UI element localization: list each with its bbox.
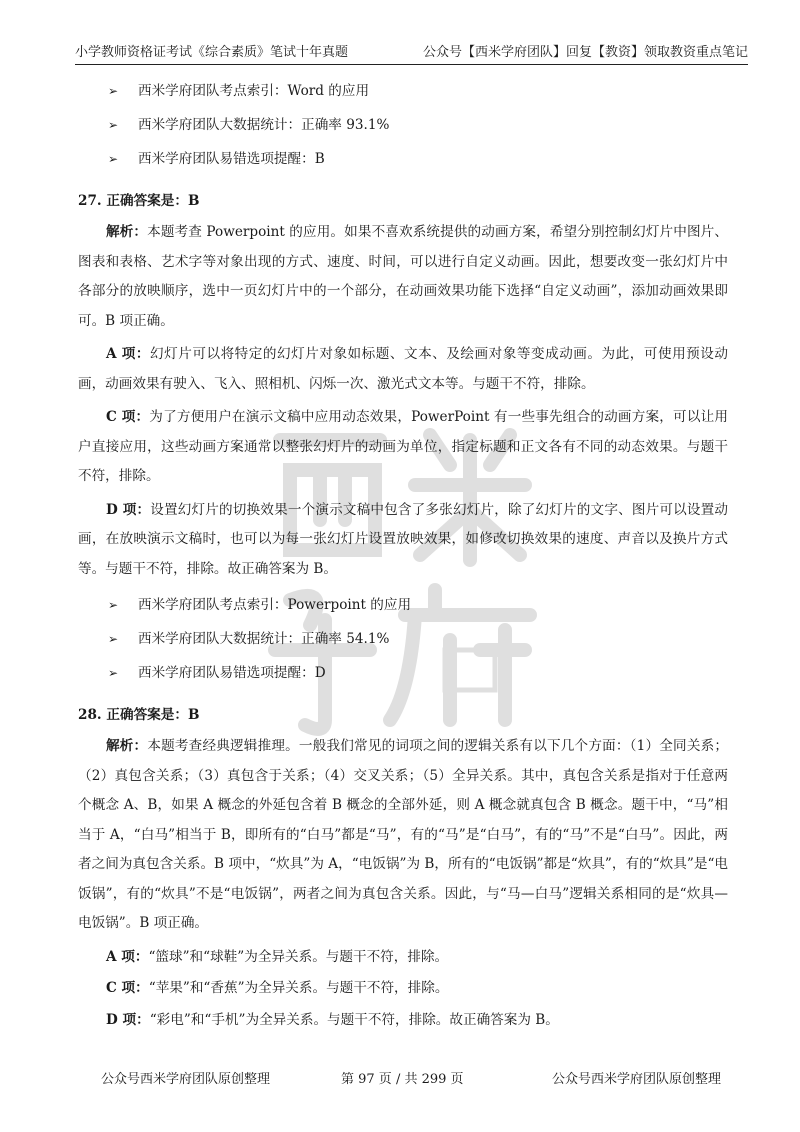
arrow-bullet-icon: ➢ bbox=[108, 666, 119, 680]
option-text: 设置幻灯片的切换效果一个演示文稿中包含了多张幻灯片，除了幻灯片的文字、图片可以设置动画，在放映演示文稿时，也可以为每一张幻灯片设置放映效果，如修改切换效果的速度、声音以及换片方式等。与题干不符，排除。故正确答案为 B。 bbox=[78, 501, 728, 577]
question-28-analysis bbox=[78, 732, 728, 939]
list-item bbox=[78, 74, 728, 108]
page-number: 第 97 页 / 共 299 页 bbox=[341, 1072, 464, 1087]
analysis-text: 本题考查经典逻辑推理。一般我们常见的词项之间的逻辑关系有以下几个方面：（1）全同关系；（2）真包含关系；（3）真包含于关系；（4）交叉关系；（5）全异关系。其中，真包含关系是指对于任意两个概念 A、B，如果 A 概念的外延包含着 B 概念的全部外延，则 A 概念就真包含 B 概念。题干中，“马”相当于 A，“白马”相当于 B，即所有的“白马”都是“马”，有的“马”是“白马”，有的“马”不是“白马”。因此，两者之间为真包含关系。B 项中，“炊具”为 A，“电饭锅”为 B，所有的“电饭锅”都是“炊具”，有的“炊具”是“电饭锅”，有的“炊具”不是“电饭锅”，两者之间为真包含关系。因此，与“马—白马”逻辑关系相同的是“炊具—电饭锅”。B 项正确。 bbox=[78, 738, 728, 931]
analysis-label: 解析： bbox=[106, 738, 148, 754]
header-right: 公众号【西米学府团队】回复【教资】领取教资重点笔记 bbox=[422, 45, 748, 60]
list-item bbox=[78, 622, 728, 656]
list-item bbox=[78, 656, 728, 690]
arrow-bullet-icon: ➢ bbox=[108, 598, 119, 612]
option-text: 为了方便用户在演示文稿中应用动态效果，PowerPoint 有一些事先组合的动画方案，可以让用户直接应用，这些动画方案通常以整张幻灯片的动画为单位，指定标题和正文各有不同的动态效果。与题干不符，排除。 bbox=[78, 409, 728, 484]
q27-bullet-list bbox=[78, 588, 728, 690]
bullet-text: 西米学府团队大数据统计：正确率 54.1% bbox=[138, 631, 390, 647]
arrow-bullet-icon: ➢ bbox=[108, 632, 119, 646]
option-text: “篮球”和“球鞋”为全异关系。与题干不符，排除。 bbox=[148, 948, 449, 965]
question-27-analysis bbox=[78, 218, 728, 336]
option-d-explanation bbox=[78, 496, 728, 585]
footer-right: 公众号西米学府团队原创整理 bbox=[552, 1072, 722, 1087]
option-d-explanation bbox=[78, 1006, 728, 1036]
page-header bbox=[75, 38, 748, 65]
option-text: 幻灯片可以将特定的幻灯片对象如标题、文本、及绘画对象等变成动画。为此，可使用预设动画，动画效果有驶入、飞入、照相机、闪烁一次、激光式文本等。与题干不符，排除。 bbox=[78, 346, 728, 392]
list-item bbox=[78, 108, 728, 142]
bullet-text: 西米学府团队考点索引：Word 的应用 bbox=[138, 83, 370, 99]
option-label: D 项： bbox=[106, 1011, 150, 1028]
question-28-title: 28. 正确答案是：B bbox=[78, 707, 200, 723]
bullet-text: 西米学府团队易错选项提醒：D bbox=[138, 665, 326, 681]
analysis-text: 本题考查 Powerpoint 的应用。如果不喜欢系统提供的动画方案，希望分别控制幻灯片中图片、图表和表格、艺术字等对象出现的方式、速度、时间，可以进行自定义动画。因此，想要改变一张幻灯片中各部分的放映顺序，选中一页幻灯片中的一个部分，在动画效果功能下选择“自定义动画”，添加动画效果即可。B 项正确。 bbox=[78, 224, 728, 329]
bullet-text: 西米学府团队大数据统计：正确率 93.1% bbox=[138, 117, 390, 133]
option-label: C 项： bbox=[106, 409, 150, 425]
option-text: “彩电”和“手机”为全异关系。与题干不符，排除。故正确答案为 B。 bbox=[149, 1011, 559, 1028]
option-c-explanation bbox=[78, 974, 728, 1004]
bullet-text: 西米学府团队易错选项提醒：B bbox=[138, 151, 325, 167]
footer-left: 公众号西米学府团队原创整理 bbox=[101, 1072, 271, 1087]
analysis-label: 解析： bbox=[106, 224, 148, 240]
header-left: 小学教师资格证考试《综合素质》笔试十年真题 bbox=[75, 45, 349, 60]
top-bullet-list bbox=[78, 74, 728, 176]
arrow-bullet-icon: ➢ bbox=[108, 84, 119, 98]
question-27-title: 27. 正确答案是：B bbox=[78, 193, 200, 209]
option-c-explanation bbox=[78, 403, 728, 492]
arrow-bullet-icon: ➢ bbox=[108, 152, 119, 166]
arrow-bullet-icon: ➢ bbox=[108, 118, 119, 132]
option-label: A 项： bbox=[106, 346, 151, 362]
option-a-explanation bbox=[78, 943, 728, 973]
bullet-text: 西米学府团队考点索引：Powerpoint 的应用 bbox=[138, 597, 412, 613]
page-content bbox=[78, 72, 728, 1037]
list-item bbox=[78, 588, 728, 622]
option-label: D 项： bbox=[106, 501, 151, 518]
option-label: A 项： bbox=[106, 948, 149, 965]
list-item bbox=[78, 142, 728, 176]
option-text: “苹果”和“香蕉”为全异关系。与题干不符，排除。 bbox=[148, 980, 449, 996]
option-label: C 项： bbox=[106, 980, 149, 996]
option-a-explanation bbox=[78, 340, 728, 399]
